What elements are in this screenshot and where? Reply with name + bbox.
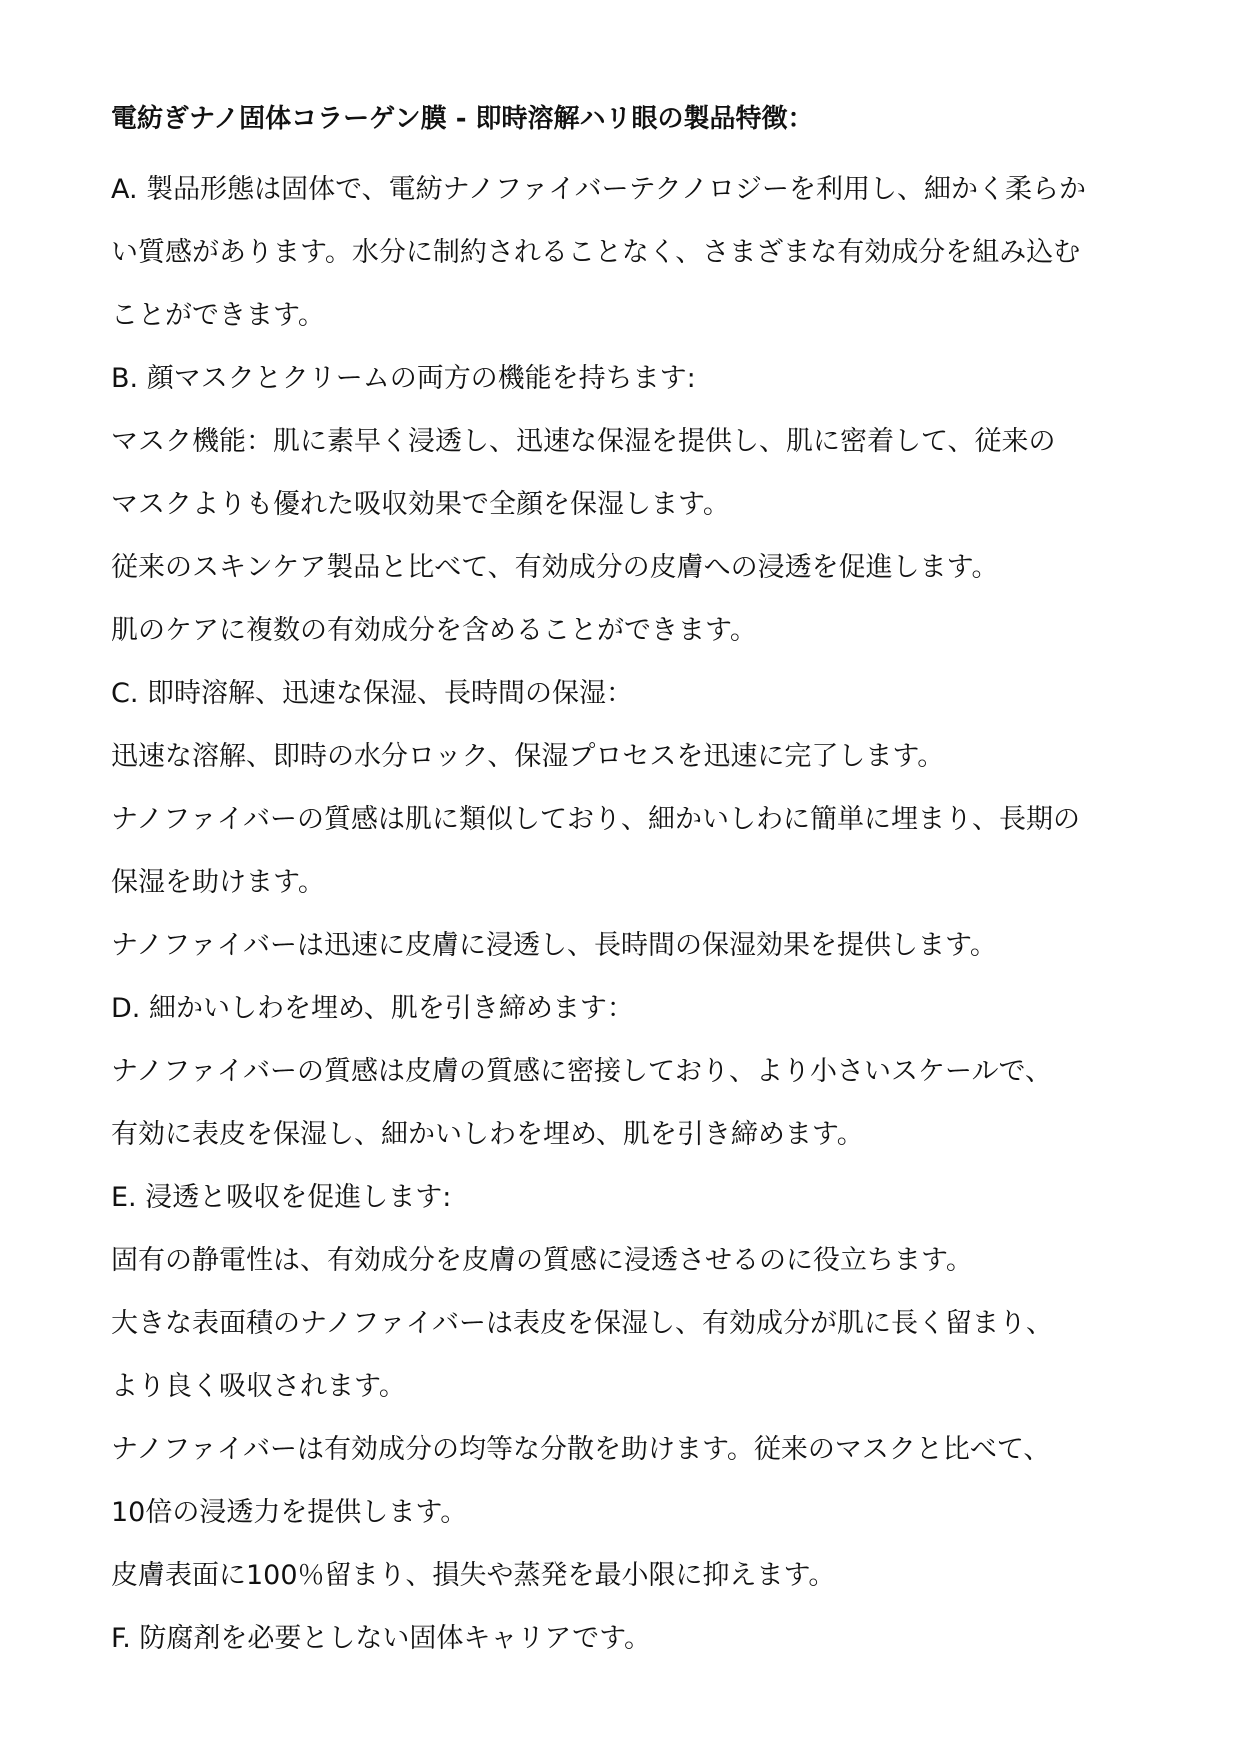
section-e-heading: E. 浸透と吸収を促進します: bbox=[111, 1182, 452, 1213]
line-c-3: 保湿を助けます。 bbox=[111, 867, 325, 898]
line-e-4: ナノファイバーは有効成分の均等な分散を助けます。従来のマスクと比べて、 bbox=[111, 1434, 1051, 1465]
line-d-2: 有効に表皮を保湿し、細かいしわを埋め、肌を引き締めます。 bbox=[111, 1119, 864, 1150]
line-c-2: ナノファイバーの質感は肌に類似しており、細かいしわに簡単に埋まり、長期の bbox=[111, 804, 1081, 835]
line-c-4: ナノファイバーは迅速に皮膚に浸透し、長時間の保湿効果を提供します。 bbox=[111, 930, 997, 961]
line-e-3: より良く吸収されます。 bbox=[111, 1371, 406, 1402]
line-a-3: ことができます。 bbox=[111, 300, 325, 331]
line-e-5: 10倍の浸透力を提供します。 bbox=[111, 1497, 468, 1528]
line-b-2: マスクよりも優れた吸収効果で全顔を保湿します。 bbox=[111, 489, 730, 520]
section-c-heading: C. 即時溶解、迅速な保湿、長時間の保湿： bbox=[111, 678, 634, 709]
line-c-1: 迅速な溶解、即時の水分ロック、保湿プロセスを迅速に完了します。 bbox=[111, 741, 945, 772]
section-f-heading: F. 防腐剤を必要としない固体キャリアです。 bbox=[111, 1623, 652, 1654]
section-b-heading: B. 顔マスクとクリームの両方の機能を持ちます: bbox=[111, 363, 696, 394]
line-e-2: 大きな表面積のナノファイバーは表皮を保湿し、有効成分が肌に長く留まり、 bbox=[111, 1308, 1054, 1339]
line-b-4: 肌のケアに複数の有効成分を含めることができます。 bbox=[111, 615, 757, 646]
document-title: 電紡ぎナノ固体コラーゲン膜 - 即時溶解ハリ眼の製品特徴： bbox=[111, 104, 814, 134]
line-a-1: A. 製品形態は固体で、電紡ナノファイバーテクノロジーを利用し、細かく柔らか bbox=[111, 174, 1087, 205]
line-b-1: マスク機能：肌に素早く浸透し、迅速な保湿を提供し、肌に密着して、従来の bbox=[111, 426, 1056, 457]
document-page bbox=[111, 96, 1141, 1670]
line-b-3: 従来のスキンケア製品と比べて、有効成分の皮膚への浸透を促進します。 bbox=[111, 552, 999, 583]
line-e-6: 皮膚表面に100％留まり、損失や蒸発を最小限に抑えます。 bbox=[111, 1560, 836, 1591]
section-d-heading: D. 細かいしわを埋め、肌を引き締めます： bbox=[111, 993, 634, 1024]
line-d-1: ナノファイバーの質感は皮膚の質感に密接しており、より小さいスケールで、 bbox=[111, 1056, 1052, 1087]
line-e-1: 固有の静電性は、有効成分を皮膚の質感に浸透させるのに役立ちます。 bbox=[111, 1245, 973, 1276]
line-a-2: い質感があります。水分に制約されることなく、さまざまな有効成分を組み込む bbox=[111, 237, 1081, 268]
